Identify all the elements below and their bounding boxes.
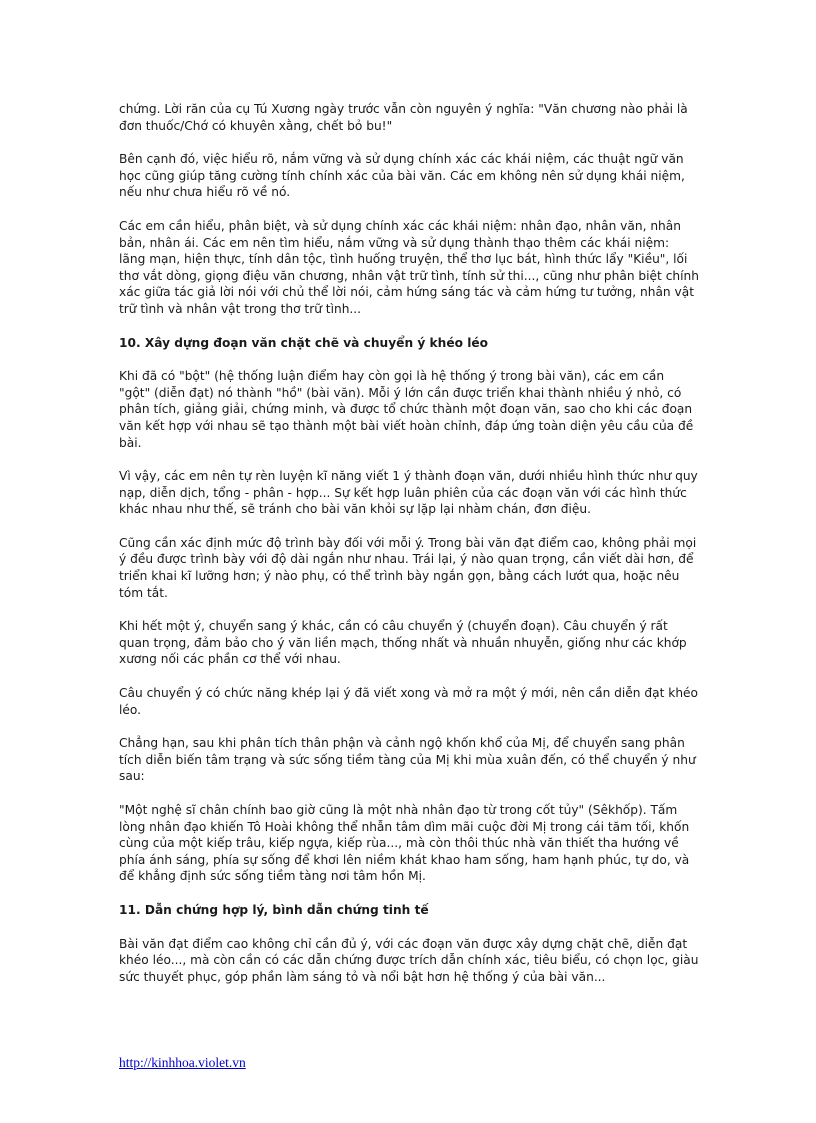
section-heading-11: 11. Dẫn chứng hợp lý, bình dẫn chứng tinh tế	[119, 902, 429, 917]
paragraph: "Một nghệ sĩ chân chính bao giờ cũng là một nhà nhân đạo từ trong cốt tủy" (Sêkhốp). Tấm lòng nhân đạo khiến Tô Hoài không thể nhẫn tâm dìm mãi cuộc đời Mị trong cái tăm tối, khốn cùng của một kiếp trâu, kiếp ngựa, kiếp rùa..., mà còn thôi thúc nhà văn thiết tha hướng về phía ánh sáng, phía sự sống để khơi lên niềm khát khao ham sống, ham hạnh phúc, tự do, và để khẳng định sức sống tiềm tàng nơi tâm hồn Mị.	[119, 803, 690, 884]
paragraph: Bài văn đạt điểm cao không chỉ cần đủ ý, với các đoạn văn được xây dựng chặt chẽ, diễn đạt khéo léo..., mà còn cần có các dẫn chứng được trích dẫn chính xác, tiêu biểu, có chọn lọc, giàu sức thuyết phục, góp phần làm sáng tỏ và nổi bật hơn hệ thống ý của bài văn...	[119, 936, 699, 984]
paragraph: Cũng cần xác định mức độ trình bày đối với mỗi ý. Trong bài văn đạt điểm cao, không phải mọi ý đều được trình bày với độ dài ngắn như nhau. Trái lại, ý nào quan trọng, cần viết dài hơn, để triển khai kĩ lưỡng hơn; ý nào phụ, có thể trình bày ngắn gọn, bằng cách lướt qua, hoặc nêu tóm tắt.	[119, 535, 697, 600]
paragraph: Khi hết một ý, chuyển sang ý khác, cần có câu chuyển ý (chuyển đoạn). Câu chuyển ý rất quan trọng, đảm bảo cho ý văn liền mạch, thống nhất và nhuần nhuyễn, giống như các khớp xương nối các phần cơ thể với nhau.	[119, 619, 687, 667]
document-body	[119, 101, 699, 1002]
footer-website-link[interactable]: http://kinhhoa.violet.vn	[119, 1055, 246, 1070]
paragraph: Vì vậy, các em nên tự rèn luyện kĩ năng viết 1 ý thành đoạn văn, dưới nhiều hình thức như quy nạp, diễn dịch, tổng - phân - hợp... Sự kết hợp luân phiên của các đoạn văn với các hình thức khác nhau như thế, sẽ tránh cho bài văn khỏi sự lặp lại nhàm chán, đơn điệu.	[119, 469, 698, 517]
paragraph: Khi đã có "bột" (hệ thống luận điểm hay còn gọi là hệ thống ý trong bài văn), các em cần "gột" (diễn đạt) nó thành "hồ" (bài văn). Mỗi ý lớn cần được triển khai thành nhiều ý nhỏ, có phân tích, giảng giải, chứng minh, và được tổ chức thành một đoạn văn, sao cho khi các đoạn văn kết hợp với nhau sẽ tạo thành một bài viết hoàn chỉnh, đáp ứng toàn diện yêu cầu của đề bài.	[119, 369, 694, 450]
paragraph: Câu chuyển ý có chức năng khép lại ý đã viết xong và mở ra một ý mới, nên cần diễn đạt khéo léo.	[119, 686, 698, 717]
paragraph: chứng. Lời răn của cụ Tú Xương ngày trước vẫn còn nguyên ý nghĩa: "Văn chương nào phải là đơn thuốc/Chớ có khuyên xằng, chết bỏ bu!"	[119, 102, 688, 133]
paragraph: Các em cần hiểu, phân biệt, và sử dụng chính xác các khái niệm: nhân đạo, nhân văn, nhân bản, nhân ái. Các em nên tìm hiểu, nắm vững và sử dụng thành thạo thêm các khái niệm: lãng mạn, hiện thực, tính dân tộc, tình huống truyện, thể thơ lục bát, hình thức lẩy "Kiều", lối thơ vắt dòng, giọng điệu văn chương, nhân vật trữ tình, tính sử thi..., cũng như phân biệt chính xác giữa tác giả lời nói với chủ thể lời nói, cảm hứng sáng tác và cảm hứng tư tưởng, nhân vật trữ tình và nhân vật trong thơ trữ tình...	[119, 218, 699, 316]
section-heading-10: 10. Xây dựng đoạn văn chặt chẽ và chuyển ý khéo léo	[119, 335, 489, 350]
paragraph: Chẳng hạn, sau khi phân tích thân phận và cảnh ngộ khốn khổ của Mị, để chuyển sang phân tích diễn biến tâm trạng và sức sống tiềm tàng của Mị khi mùa xuân đến, có thể chuyển ý như sau:	[119, 736, 696, 784]
paragraph: Bên cạnh đó, việc hiểu rõ, nắm vững và sử dụng chính xác các khái niệm, các thuật ngữ văn học cũng giúp tăng cường tính chính xác của bài văn. Các em không nên sử dụng khái niệm, nếu như chưa hiểu rõ về nó.	[119, 152, 685, 200]
